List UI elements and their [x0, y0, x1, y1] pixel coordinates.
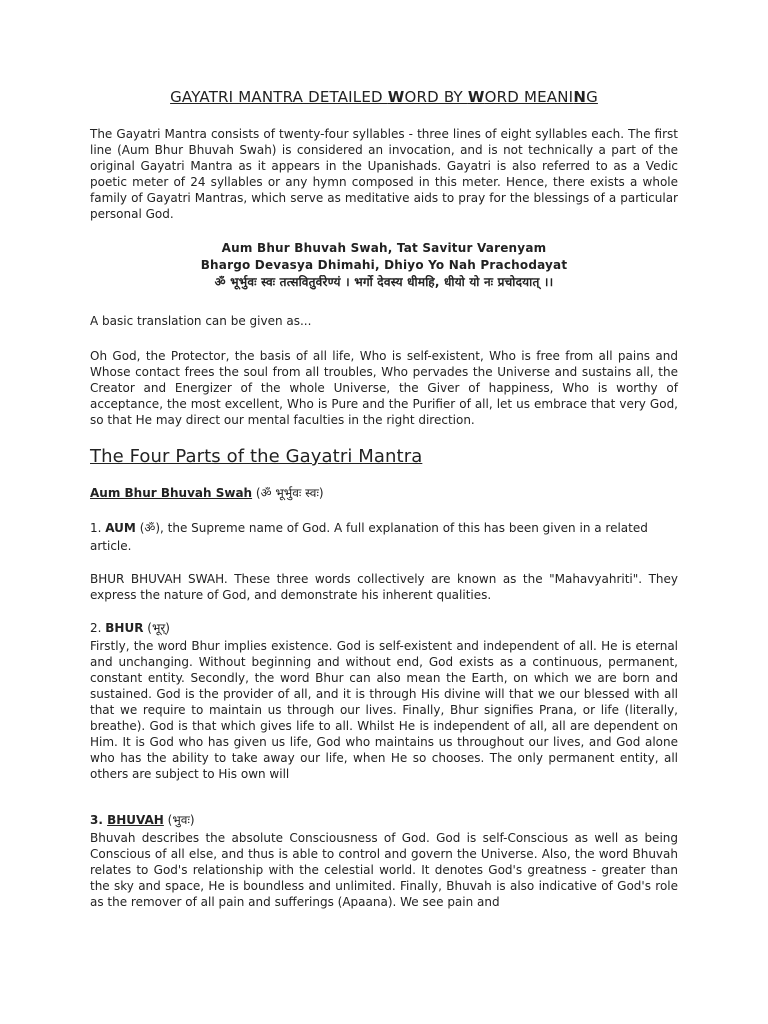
item-devanagari: (भूर्)	[143, 621, 170, 635]
item-number: 3.	[90, 813, 108, 827]
item-bhur-heading	[90, 620, 678, 636]
title-part: G	[586, 88, 598, 106]
basic-translation-intro: A basic translation can be given as...	[90, 314, 312, 328]
first-line-devanagari: (ॐ भूर्भुवः स्वः)	[252, 486, 324, 500]
item-number: 2.	[90, 621, 106, 635]
item-word: BHUVAH	[107, 813, 164, 827]
item-word: AUM	[105, 521, 136, 535]
first-line-heading	[90, 485, 678, 501]
title-part: ORD BY	[404, 88, 468, 106]
mantra-line-1: Aum Bhur Bhuvah Swah, Tat Savitur Varenyam	[221, 241, 547, 255]
item-devanagari: (ॐ)	[135, 521, 160, 535]
title-part: W	[467, 88, 485, 106]
document-title	[90, 88, 678, 106]
item-bhuvah-text: Bhuvah describes the absolute Consciousness of God. God is self-Conscious as well as being Conscious of all else, and thus is able to control and govern the Universe. Also, the word Bhuvah relates to God's relationship with the celestial world. It denotes God's greatness - greater than the sky and space, He is boundless and unlimited. Finally, Bhuvah is also indicative of God's role as the remover of all pain and sufferings (Apaana). We see pain and	[90, 831, 678, 909]
mantra-line-2: Bhargo Devasya Dhimahi, Dhiyo Yo Nah Prachodayat	[200, 258, 568, 272]
item-text: , the Supreme name of God. A full explanation of this has been given in a related article.	[90, 521, 648, 553]
title-part: N	[573, 88, 587, 106]
collective-paragraph: BHUR BHUVAH SWAH. These three words collectively are known as the "Mahavyahriti". They express the nature of God, and demonstrate his inherent qualities.	[90, 572, 678, 602]
item-bhuvah-heading	[90, 812, 678, 828]
item-devanagari: (भुवः)	[163, 813, 195, 827]
title-part: ORD MEANI	[484, 88, 574, 106]
first-line-title: Aum Bhur Bhuvah Swah	[90, 486, 253, 500]
item-aum	[90, 519, 678, 555]
document-page	[90, 88, 678, 910]
mantra-line-devanagari: ॐ भूर्भुवः स्वः तत्सवितुर्वरेण्यं । भर्गो देवस्य धीमहि, धीयो यो नः प्रचोदयात् ।।	[214, 275, 554, 289]
title-part: GAYATRI MANTRA DETAILED	[170, 88, 388, 106]
section-heading: The Four Parts of the Gayatri Mantra	[90, 446, 423, 467]
mantra-block	[90, 240, 678, 291]
item-number: 1.	[90, 521, 106, 535]
item-word: BHUR	[105, 621, 144, 635]
translation-paragraph: Oh God, the Protector, the basis of all life, Who is self-existent, Who is free from all pains and Whose contact frees the soul from all troubles, Who pervades the Universe and sustains all, the Creator and Energizer of the whole Universe, the Giver of happiness, Who is worthy of acceptance, the most excellent, Who is Pure and the Purifier of all, let us embrace that very God, so that He may direct our mental faculties in the right direction.	[90, 349, 678, 427]
item-bhur-text: Firstly, the word Bhur implies existence. God is self-existent and independent of all. He is eternal and unchanging. Without beginning and without end, God exists as a continuous, permanent, constant entity. Secondly, the word Bhur can also mean the Earth, on which we are born and sustained. God is the provider of all, and it is through His divine will that we our blessed with all that we require to maintain us through our lives. Finally, Bhur signifies Prana, or life (literally, breathe). God is that which gives life to all. Whilst He is independent of all, all are dependent on Him. It is God who has given us life, God who maintains us throughout our lives, and God alone who has the ability to take away our life, when He so chooses. The only permanent entity, all others are subject to His own will	[90, 639, 678, 781]
title-part: W	[387, 88, 405, 106]
intro-paragraph: The Gayatri Mantra consists of twenty-four syllables - three lines of eight syllables each. The first line (Aum Bhur Bhuvah Swah) is considered an invocation, and is not technically a part of the original Gayatri Mantra as it appears in the Upanishads. Gayatri is also referred to as a Vedic poetic meter of 24 syllables or any hymn composed in this meter. Hence, there exists a whole family of Gayatri Mantras, which serve as meditative aids to pray for the blessings of a particular personal God.	[90, 127, 678, 221]
